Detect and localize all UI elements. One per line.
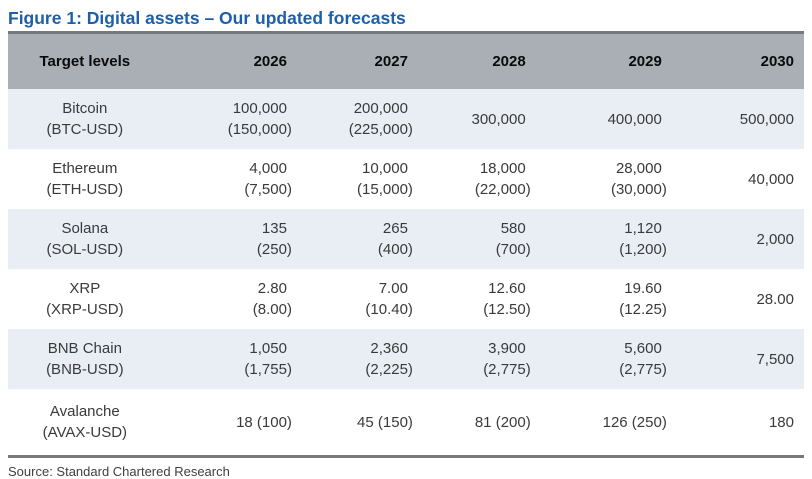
- table-cell: [536, 389, 672, 455]
- column-header-2026: 2026: [162, 34, 297, 89]
- prior-forecast-value: (1,200): [619, 241, 667, 258]
- forecast-value: 580: [500, 220, 526, 237]
- table-cell: [536, 149, 672, 209]
- forecast-value: 300,000: [471, 110, 526, 128]
- table-cell: [162, 89, 297, 149]
- table-cell: [297, 269, 418, 329]
- prior-forecast-value: (2,225): [365, 361, 413, 378]
- column-header-target-levels: Target levels: [8, 34, 162, 89]
- asset-ticker: (AVAX-USD): [42, 424, 128, 441]
- asset-cell: [8, 269, 162, 329]
- table-cell: [672, 269, 804, 329]
- prior-forecast-value: (2,775): [619, 361, 667, 378]
- prior-forecast-value: (225,000): [348, 121, 413, 138]
- table-cell: [162, 269, 297, 329]
- table-cell: [297, 389, 418, 455]
- asset-name: Ethereum: [52, 160, 118, 177]
- table-row-bnb-chain: [8, 329, 804, 389]
- table-cell: [162, 389, 297, 455]
- table-row-bitcoin: [8, 89, 804, 149]
- prior-forecast-value: (400): [377, 241, 413, 258]
- forecast-value: 200,000: [353, 100, 408, 117]
- table-cell: [162, 209, 297, 269]
- table-row-avalanche: [8, 389, 804, 455]
- prior-forecast-value: (10.40): [365, 301, 413, 318]
- forecast-value: 7.00: [378, 280, 408, 297]
- forecast-value: 7,500: [756, 350, 794, 368]
- column-header-2027: 2027: [297, 34, 418, 89]
- asset-cell: [8, 389, 162, 455]
- prior-forecast-value: (150,000): [227, 121, 292, 138]
- asset-ticker: (SOL-USD): [46, 241, 124, 258]
- prior-forecast-value: (22,000): [474, 181, 531, 198]
- table-header: [8, 34, 804, 89]
- header-row: [8, 34, 804, 89]
- table-cell: [418, 389, 536, 455]
- forecast-value: 18,000: [479, 160, 526, 177]
- table-cell: [418, 329, 536, 389]
- table-cell: [297, 89, 418, 149]
- table-cell: [672, 209, 804, 269]
- column-header-2028: 2028: [418, 34, 536, 89]
- forecast-value: 18 (100): [236, 413, 292, 431]
- forecast-value: 100,000: [232, 100, 287, 117]
- prior-forecast-value: (15,000): [357, 181, 413, 198]
- forecast-value: 180: [768, 413, 794, 431]
- prior-forecast-value: (8.00): [252, 301, 292, 318]
- table-cell: [536, 329, 672, 389]
- prior-forecast-value: (2,775): [483, 361, 531, 378]
- forecast-value: 3,900: [488, 340, 526, 357]
- forecast-value: 12.60: [488, 280, 526, 297]
- table-cell: [672, 89, 804, 149]
- asset-cell: [8, 149, 162, 209]
- asset-cell: [8, 89, 162, 149]
- asset-ticker: (BTC-USD): [46, 121, 124, 138]
- asset-ticker: (XRP-USD): [46, 301, 124, 318]
- prior-forecast-value: (12.50): [483, 301, 531, 318]
- asset-cell: [8, 209, 162, 269]
- table-cell: [418, 149, 536, 209]
- table-row-ethereum: [8, 149, 804, 209]
- asset-name: Avalanche: [49, 403, 120, 420]
- forecast-value: 1,050: [249, 340, 287, 357]
- asset-name: Solana: [61, 220, 109, 237]
- prior-forecast-value: (700): [495, 241, 531, 258]
- forecast-value: 2,360: [370, 340, 408, 357]
- table-cell: [672, 329, 804, 389]
- forecast-value: 2.80: [257, 280, 287, 297]
- asset-name: XRP: [69, 280, 101, 297]
- forecast-value: 19.60: [624, 280, 662, 297]
- table-cell: [672, 389, 804, 455]
- asset-ticker: (BNB-USD): [46, 361, 124, 378]
- asset-name: BNB Chain: [47, 340, 122, 357]
- forecast-value: 500,000: [739, 110, 794, 128]
- asset-cell: [8, 329, 162, 389]
- forecast-value: 4,000: [249, 160, 287, 177]
- table-body: [8, 89, 804, 455]
- table-cell: [418, 269, 536, 329]
- asset-ticker: (ETH-USD): [46, 181, 124, 198]
- table-cell: [536, 209, 672, 269]
- table-cell: [536, 269, 672, 329]
- source-note: Source: Standard Chartered Research: [8, 464, 230, 479]
- table-cell: [162, 329, 297, 389]
- forecast-value: 400,000: [607, 110, 662, 128]
- forecast-value: 45 (150): [357, 413, 413, 431]
- prior-forecast-value: (12.25): [619, 301, 667, 318]
- table-cell: [297, 329, 418, 389]
- forecast-value: 5,600: [624, 340, 662, 357]
- forecast-value: 81 (200): [474, 413, 531, 431]
- prior-forecast-value: (7,500): [244, 181, 292, 198]
- forecast-value: 126 (250): [602, 413, 667, 431]
- forecast-value: 2,000: [756, 230, 794, 248]
- forecast-value: 28,000: [615, 160, 662, 177]
- table-cell: [162, 149, 297, 209]
- column-header-2030: 2030: [672, 34, 804, 89]
- forecast-value: 40,000: [748, 170, 794, 188]
- forecast-value: 265: [382, 220, 408, 237]
- table-row-xrp: [8, 269, 804, 329]
- table-cell: [297, 149, 418, 209]
- forecast-value: 28.00: [756, 290, 794, 308]
- forecast-value: 10,000: [362, 160, 408, 177]
- forecast-table: [8, 34, 804, 455]
- asset-name: Bitcoin: [62, 100, 108, 117]
- figure-title: Figure 1: Digital assets – Our updated forecasts: [8, 8, 406, 28]
- column-header-2029: 2029: [536, 34, 672, 89]
- prior-forecast-value: (1,755): [244, 361, 292, 378]
- table-row-solana: [8, 209, 804, 269]
- table-cell: [418, 89, 536, 149]
- forecast-value: 135: [261, 220, 287, 237]
- table-cell: [297, 209, 418, 269]
- table-cell: [536, 89, 672, 149]
- table-cell: [418, 209, 536, 269]
- prior-forecast-value: (30,000): [610, 181, 667, 198]
- table-cell: [672, 149, 804, 209]
- prior-forecast-value: (250): [256, 241, 292, 258]
- forecast-value: 1,120: [624, 220, 662, 237]
